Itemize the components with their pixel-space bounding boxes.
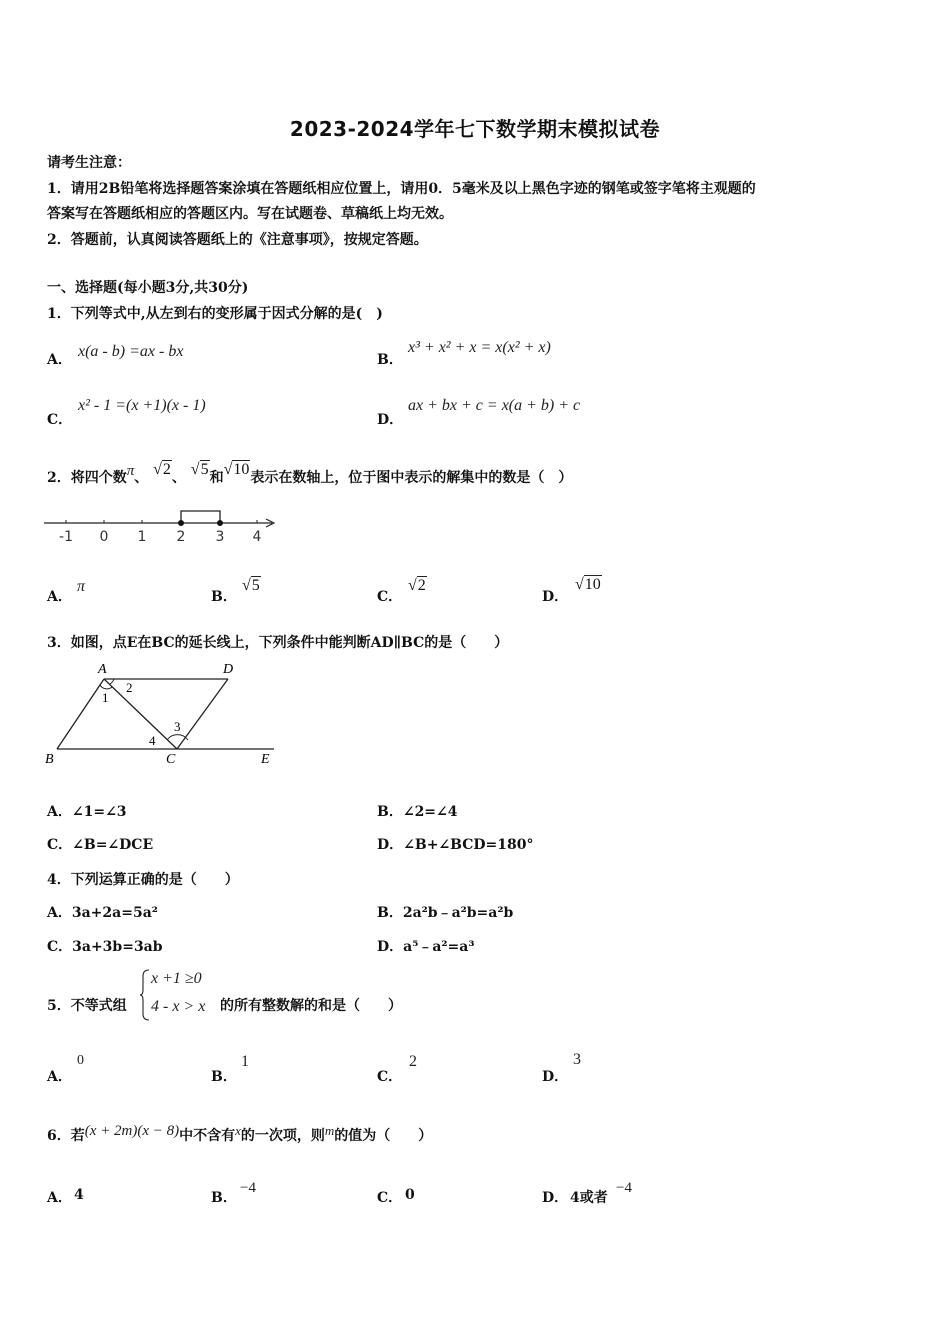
tick-label-1: 1 (137, 529, 147, 545)
q5-option-b: 1 (241, 1053, 249, 1070)
q1-label-d: D． (377, 412, 404, 428)
angle-label-2: 2 (126, 680, 133, 695)
q2-stem-prefix: 2．将四个数 (47, 470, 127, 486)
notice-heading: 请考生注意： (47, 155, 131, 171)
q4-stem: 4．下列运算正确的是（ ） (47, 872, 239, 888)
q2-option-c (408, 575, 427, 595)
point-label-C: C (166, 752, 176, 767)
q2-sqrt5: √5 (190, 461, 209, 478)
q1-label-a: A． (47, 352, 72, 368)
point-label-D: D (223, 662, 234, 677)
q4-option-b: B．2a²b﹣a²b=a²b (377, 905, 514, 921)
segment-AB (57, 679, 104, 749)
q1-label-b: B． (377, 352, 403, 368)
point-label-B: B (45, 752, 54, 767)
q2-and: 和 (209, 470, 224, 486)
page-title: 2023-2024学年七下数学期末模拟试卷 (289, 117, 661, 141)
q1-label-c: C． (47, 412, 73, 428)
q1-option-d: ax + bx + c = x(a + b) + c (408, 397, 581, 414)
q2-option-b (242, 575, 261, 595)
q6-var-x: x (235, 1123, 241, 1138)
q2-option-d-radicand: 10 (584, 576, 601, 593)
q2-option-c-sqrt: √2 (408, 577, 426, 594)
q6-option-b: −4 (240, 1180, 256, 1196)
q6-option-d-math: −4 (616, 1180, 632, 1196)
endpoint-dot-3 (217, 520, 223, 526)
notice-line2: 2．答题前，认真阅读答题纸上的《注意事项》，按规定答题。 (47, 232, 428, 248)
q5-stem-prefix: 5．不等式组 (47, 998, 127, 1014)
tick-label-neg1: -1 (59, 529, 73, 545)
q6-stem-mid1: 中不含有 (179, 1128, 236, 1144)
q2-stem (47, 461, 573, 487)
q2-sqrt5-radicand: 5 (200, 461, 209, 478)
q4-option-d: D．a⁵﹣a²=a³ (377, 939, 475, 955)
q2-stem-suffix: 表示在数轴上，位于图中表示的解集中的数是（ ） (250, 470, 573, 486)
q5-option-c: 2 (409, 1053, 417, 1070)
q2-label-a: A． (47, 589, 72, 605)
q6-expression: (x + 2m)(x − 8) (84, 1123, 180, 1139)
endpoint-dot-2 (178, 520, 184, 526)
q5-label-d: D． (542, 1069, 569, 1085)
segment-AC (104, 679, 177, 749)
q6-option-a: 4 (74, 1187, 84, 1203)
q2-sep-2: 、 (171, 470, 186, 486)
q6-stem-mid2: 的一次项，则 (240, 1128, 325, 1144)
q5-inequality-2: 4 - x > x (151, 998, 206, 1015)
q5-label-a: A． (47, 1069, 72, 1085)
q6-option-d-text: 4或者 (570, 1190, 608, 1206)
q5-stem-suffix: 的所有整数解的和是（ ） (220, 998, 402, 1014)
angle-label-4: 4 (149, 733, 156, 748)
q1-stem: 1．下列等式中,从左到右的变形属于因式分解的是( ) (47, 306, 383, 322)
q5-label-c: C． (377, 1069, 403, 1085)
q2-label-d: D． (542, 589, 569, 605)
tick-label-2: 2 (176, 529, 186, 545)
angle-label-3: 3 (174, 719, 181, 734)
q6-label-d: D． (542, 1190, 569, 1206)
q3-option-a: A．∠1=∠3 (47, 804, 127, 820)
notice-line1-cont: 答案写在答题纸相应的答题区内。写在试题卷、草稿纸上均无效。 (47, 206, 453, 222)
section-heading: 一、选择题(每小题3分,共30分) (47, 280, 249, 296)
tick-label-3: 3 (215, 529, 225, 545)
point-label-E: E (261, 752, 270, 767)
q2-label-c: C． (377, 589, 403, 605)
system-brace (139, 968, 151, 1022)
notice-line1: 1．请用2B铅笔将选择题答案涂填在答题纸相应位置上，请用0．5毫米及以上黑色字迹的钢笔或签字笔将主观题的 (47, 181, 756, 197)
q4-option-a: A．3a+2a=5a² (47, 905, 158, 921)
q3-stem: 3．如图，点E在BC的延长线上，下列条件中能判断AD∥BC的是（ ） (47, 635, 509, 651)
q1-option-a: x(a - b) =ax - bx (78, 343, 184, 360)
q2-option-d (575, 574, 602, 594)
q2-option-b-sqrt: √5 (242, 577, 260, 594)
angle-label-1: 1 (102, 690, 109, 705)
tick-label-0: 0 (99, 529, 109, 545)
q3-option-c: C．∠B=∠DCE (47, 837, 154, 853)
q1-option-b: x³ + x² + x = x(x² + x) (408, 339, 551, 356)
q2-option-d-sqrt: √10 (575, 576, 601, 593)
q2-label-b: B． (211, 589, 237, 605)
q5-inequality-1: x +1 ≥0 (151, 970, 202, 987)
q2-sqrt10-radicand: 10 (233, 461, 250, 478)
number-line-figure (44, 508, 284, 548)
segment-DC (177, 679, 228, 749)
q3-option-b: B．∠2=∠4 (377, 804, 458, 820)
q2-sep-1: 、 (134, 470, 149, 486)
brace-path (140, 970, 149, 1020)
q6-label-a: A． (47, 1190, 72, 1206)
q6-label-b: B． (211, 1190, 237, 1206)
q5-label-b: B． (211, 1069, 237, 1085)
q1-option-c: x² - 1 =(x +1)(x - 1) (78, 397, 206, 414)
q5-option-d: 3 (573, 1051, 581, 1068)
q2-sqrt2-radicand: 2 (162, 461, 171, 478)
q2-pi: π (126, 463, 135, 479)
q2-sqrt10: √10 (223, 461, 250, 478)
q4-option-c: C．3a+3b=3ab (47, 939, 163, 955)
q5-option-a: 0 (77, 1053, 84, 1068)
q2-option-c-radicand: 2 (417, 577, 426, 594)
q6-stem-suffix: 的值为（ ） (334, 1128, 433, 1144)
point-label-A: A (98, 662, 107, 677)
q2-option-b-radicand: 5 (251, 577, 260, 594)
q6-stem-prefix: 6．若 (47, 1128, 85, 1144)
q3-option-d: D．∠B+∠BCD=180° (377, 837, 534, 853)
q2-sqrt2: √2 (153, 461, 171, 478)
q6-option-c: 0 (405, 1187, 415, 1203)
q6-var-m: m (324, 1123, 335, 1138)
solution-bracket (181, 511, 220, 523)
parallelogram-figure (42, 656, 282, 772)
q2-option-a: π (77, 578, 86, 595)
q6-label-c: C． (377, 1190, 403, 1206)
angle-arc-2 (110, 679, 114, 684)
tick-label-4: 4 (252, 529, 262, 545)
q6-stem (47, 1125, 432, 1145)
